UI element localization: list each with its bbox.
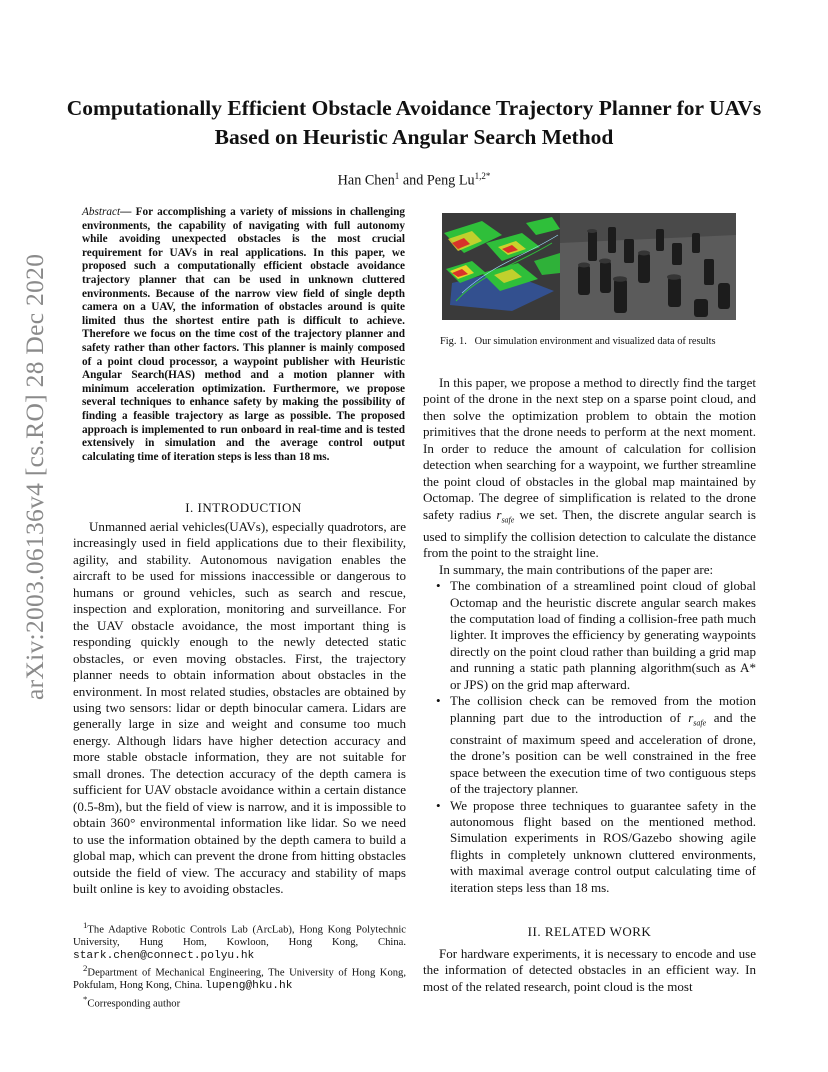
degree-value: 360° — [110, 815, 136, 831]
figure-1-caption-text: Our simulation environment and visualized data of results — [474, 336, 716, 347]
paragraph-summary: In summary, the main contributions of the paper are: — [439, 561, 714, 577]
author-2-affiliation: 1,2* — [474, 171, 491, 181]
paragraph-approach — [423, 375, 756, 562]
intro-paragraph — [73, 519, 406, 897]
abstract-lead: Abstract — [82, 206, 121, 218]
approach-text-b: we set. Then, the discrete angular search is used to simplify the collision detection to calculate the distance from the point to the straight line. — [423, 506, 757, 561]
footnotes — [73, 919, 406, 1011]
footnote-3-marker: * — [83, 994, 88, 1005]
introduction-body — [73, 519, 406, 897]
paper-title: Computationally Efficient Obstacle Avoidance Trajectory Planner for UAVs Based on Heuristic Angular Search Method — [66, 96, 762, 149]
abstract — [82, 206, 405, 464]
right-column-body — [423, 375, 756, 896]
footnote-1 — [73, 919, 406, 962]
footnote-2-email[interactable]: lupeng@hku.hk — [205, 980, 293, 993]
author-1: Han Chen — [337, 172, 395, 189]
footnote-2-text: Department of Mechanical Engineering, The University of Hong Kong, Pokfulam, Hong Kong, China. — [73, 967, 406, 992]
footnote-3 — [73, 993, 406, 1011]
contribution-2-text-b: and the constraint of maximum speed and acceleration of drone, the drone’s position can be well constrained in the free space between the execution time of two contiguous steps of the trajectory planner. — [450, 709, 756, 797]
footnote-3-text: Corresponding author — [87, 998, 181, 1010]
intro-text-b: environmental information like lidar. So we need to use the information obtained by the depth camera to build a global map, which can prevent the drone from hitting obstacles outside the field of view. The accuracy and stability of maps built online is key to avoiding obstacles. — [73, 815, 407, 896]
related-work-paragraph: For hardware experiments, it is necessary to encode and use the information of detected obstacles in an efficient way. In most of the related research, point cloud is the most — [423, 946, 756, 994]
footnote-2 — [73, 962, 406, 993]
author-separator: and — [399, 172, 427, 189]
approach-text-a: In this paper, we propose a method to directly find the target point of the drone in the next step on a sparse point cloud, and then solve the optimization problem to obtain the motion primitives that the drone needs to perform at the next moment. In order to reduce the amount of calculation for collision detection when searching for a waypoint, we further streamline the point cloud of obstacles in the global map maintained by Octomap. The degree of simplification is related to the drone safety radius — [423, 375, 756, 522]
r-safe-symbol: r — [688, 709, 694, 725]
figure-1-image — [442, 213, 736, 320]
intro-text-a: Unmanned aerial vehicles(UAVs), especially quadrotors, are increasingly used in field applications due to their flexibility, agility, and stability. Autonomous navigation enables the aircraft to be used for missions inaccessible or dangerous to humans or ground vehicles, such as search and rescue, inspection and exploration, monitoring and surveillance. For the UAV obstacle avoidance, the most important thing is responding quickly enough to the newly detected static obstacles, or even moving obstacles. First, the trajectory planner needs to obtain information about obstacles in the environment. In most related studies, obstacles are obtained by using two sensors: lidar or depth binocular camera. Lidars are generally large in size and weight and consume too much energy. Although lidars have higher detection accuracy and more stable obstacle information, they are not suitable for small drones. The detection accuracy of the depth camera is sufficient for UAV obstacle avoidance within a certain distance (0.5-8m), but the field of view is narrow, and it is impossible to obtain — [73, 519, 406, 831]
r-safe-subscript: safe — [693, 718, 707, 728]
related-work-body — [423, 946, 756, 995]
author-1-affiliation: 1 — [394, 171, 400, 181]
contribution-item: • The combination of a streamlined point cloud of global Octomap and the heuristic discrete angular search makes the computation load of finding a collision-free path much lighter. It improves the efficiency by generating waypoints directly on the point cloud rather than building a grid map and running a static path planning algorithm(such as A* or JPS) on the grid map afterward. — [450, 578, 756, 693]
r-safe-symbol: r — [496, 506, 502, 522]
footnote-2-marker: 2 — [83, 963, 88, 974]
arxiv-side-label: arXiv:2003.06136v4 [cs.RO] 28 Dec 2020 — [20, 253, 49, 700]
footnote-1-email[interactable]: stark.chen@connect.polyu.hk — [73, 949, 255, 962]
section-heading-introduction: I. INTRODUCTION — [185, 500, 302, 515]
author-line — [0, 171, 828, 190]
footnote-1-text: The Adaptive Robotic Controls Lab (ArcLab), Hong Kong Polytechnic University, Hung Hom, Kowloon, Hong Kong, China. — [73, 924, 406, 949]
section-heading-related-work: II. RELATED WORK — [527, 924, 652, 939]
contribution-item: • We propose three techniques to guarantee safety in the autonomous flight based on the mentioned method. Simulation experiments in ROS/Gazebo showing agile flights in completely unknown cluttered environments, with maximal average control output calculating time of iteration steps less than 18 ms. — [450, 798, 756, 897]
contribution-2-text-a: The collision check can be removed from the motion planning part due to the introduction of — [450, 693, 756, 725]
contribution-item — [450, 693, 756, 797]
footnote-1-marker: 1 — [83, 920, 88, 930]
author-2: Peng Lu — [426, 172, 475, 189]
abstract-text: — For accomplishing a variety of missions in challenging environments, the capability of navigating with full autonomy while avoiding unexpected obstacles is the most crucial requirement for UAVs in real applications. In this paper, we proposed such a computationally efficient obstacle avoidance trajectory planner that can be used in unknown cluttered environments. Because of the narrow view field of single depth camera on a UAV, the information of obstacles around is quite limited thus the shortest entire path is difficult to achieve. Therefore we focus on the time cost of the trajectory planner and safety rather than other factors. This planner is mainly composed of a point cloud processor, a waypoint publisher with Heuristic Angular Search(HAS) method and a motion planner with minimum acceleration optimization. Furthermore, we propose several techniques to enhance safety by making the possibility of finding a feasible trajectory as large as possible. The proposed approach is implemented to run onboard in real-time and is tested extensively in simulation and the average control output calculating time of iteration steps is less than 18 ms. — [82, 206, 405, 463]
contributions-list — [423, 578, 756, 896]
simulation-visualization — [442, 213, 736, 320]
figure-1-caption — [440, 336, 750, 347]
r-safe-subscript: safe — [501, 515, 515, 525]
figure-1-label: Fig. 1. — [440, 336, 467, 347]
